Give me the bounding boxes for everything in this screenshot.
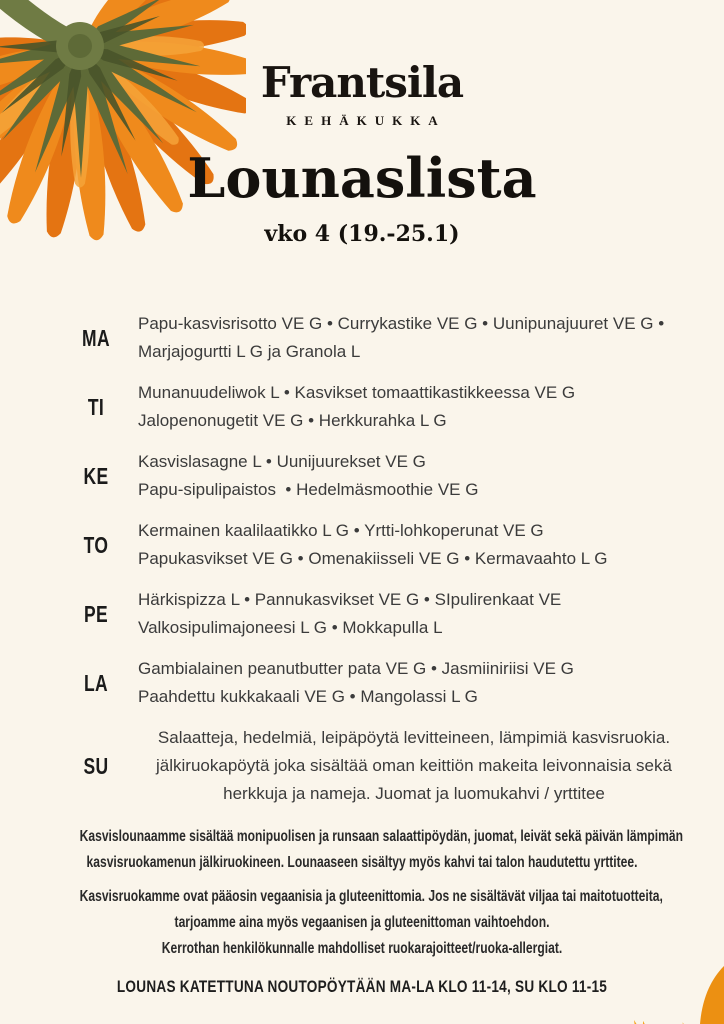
- menu-list: [66, 310, 702, 821]
- menu-lines: [126, 724, 702, 808]
- menu-lines: [126, 586, 702, 642]
- day-label-wednesday: KE: [83, 462, 109, 489]
- menu-row-saturday: [66, 655, 702, 711]
- menu-line: Papu-kasvisrisotto VE G • Currykastike VE G • Uunipunajuuret VE G •: [138, 314, 665, 333]
- menu-line: Papu-sipulipaistos • Hedelmäsmoothie VE G: [138, 480, 479, 499]
- day-label-monday: MA: [82, 324, 110, 351]
- menu-lines: [126, 517, 702, 573]
- menu-row-monday: [66, 310, 702, 366]
- day-label-tuesday: TI: [87, 393, 105, 420]
- menu-line: Härkispizza L • Pannukasvikset VE G • SIpulirenkaat VE: [138, 590, 562, 609]
- serving-hours: LOUNAS KATETTUNA NOUTOPÖYTÄÄN MA-LA KLO 11-14, SU KLO 11-15: [116, 977, 608, 996]
- week-subtitle: vko 4 (19.-25.1): [264, 221, 460, 247]
- footer-line: Kerrothan henkilökunnalle mahdolliset ruokarajoitteet/ruoka-allergiat.: [161, 940, 563, 957]
- menu-lines: [126, 310, 702, 366]
- day-label-thursday: TO: [83, 531, 109, 558]
- menu-lines: [126, 448, 702, 504]
- day-label-friday: PE: [83, 600, 109, 627]
- menu-line: Gambialainen peanutbutter pata VE G • Jasmiiniriisi VE G: [138, 659, 574, 678]
- brand-name: Frantsila: [260, 58, 464, 107]
- menu-line: herkkuja ja nameja. Juomat ja luomukahvi / yrttitee: [223, 784, 605, 803]
- menu-row-tuesday: [66, 379, 702, 435]
- diet-note: [0, 884, 724, 962]
- footer-line: tarjoamme aina myös vegaanisen ja gluteenittoman vaihtoehdon.: [174, 914, 550, 931]
- menu-line: jälkiruokapöytä joka sisältää oman keittiön makeita leivonnaisia sekä: [156, 756, 672, 775]
- page-title: Lounaslista: [187, 146, 537, 210]
- brand-subtitle: KEHÄKUKKA: [286, 113, 446, 128]
- menu-line: Munanuudeliwok L • Kasvikset tomaattikastikkeessa VE G: [138, 383, 576, 402]
- day-label-saturday: LA: [83, 669, 109, 696]
- brand-logo: [0, 58, 724, 129]
- footer-line: Kasvisruokamme ovat pääosin vegaanisia ja gluteenittomia. Jos ne sisältävät viljaa tai maitotuotteita,: [79, 888, 663, 905]
- footer-notes: [0, 824, 724, 997]
- menu-lines: [126, 655, 702, 711]
- lunch-description: [0, 824, 724, 876]
- menu-row-sunday: [66, 724, 702, 808]
- footer-line: kasvisruokamenun jälkiruokineen. Lounaaseen sisältyy myös kahvi tai talon haudutettu yrttitee.: [86, 854, 638, 871]
- menu-line: Papukasvikset VE G • Omenakiisseli VE G • Kermavaahto L G: [138, 549, 608, 568]
- menu-row-wednesday: [66, 448, 702, 504]
- menu-line: Kermainen kaalilaatikko L G • Yrtti-lohkoperunat VE G: [138, 521, 544, 540]
- menu-lines: [126, 379, 702, 435]
- flower-receptacle-center: [68, 34, 92, 58]
- menu-line: Marjajogurtti L G ja Granola L: [138, 342, 361, 361]
- menu-row-thursday: [66, 517, 702, 573]
- menu-line: Paahdettu kukkakaali VE G • Mangolassi L G: [138, 687, 478, 706]
- menu-row-friday: [66, 586, 702, 642]
- day-label-sunday: SU: [83, 752, 109, 779]
- menu-line: Kasvislasagne L • Uunijuurekset VE G: [138, 452, 426, 471]
- menu-line: Salaatteja, hedelmiä, leipäpöytä levitteineen, lämpimiä kasvisruokia.: [157, 728, 671, 747]
- menu-line: Valkosipulimajoneesi L G • Mokkapulla L: [138, 618, 443, 637]
- menu-line: Jalopenonugetit VE G • Herkkurahka L G: [138, 411, 447, 430]
- footer-line: Kasvislounaamme sisältää monipuolisen ja runsaan salaattipöydän, juomat, leivät sekä päivän lämpimän: [79, 828, 684, 845]
